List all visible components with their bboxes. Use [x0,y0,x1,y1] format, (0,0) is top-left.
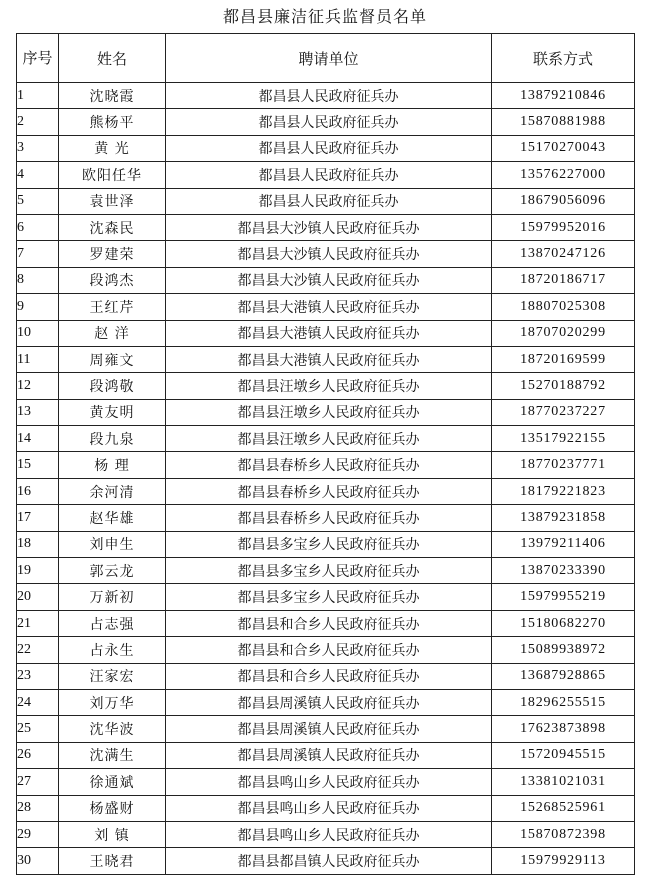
hiring-unit-cell: 都昌县周溪镇人民政府征兵办 [166,742,492,768]
hiring-unit-cell: 都昌县周溪镇人民政府征兵办 [166,689,492,715]
table-row [17,162,635,188]
hiring-unit-cell: 都昌县大沙镇人民政府征兵办 [166,214,492,240]
page-title: 都昌县廉洁征兵监督员名单 [222,7,427,26]
name-cell: 周雍文 [59,346,166,372]
phone-cell: 17623873898 [492,716,635,742]
hiring-unit-cell: 都昌县人民政府征兵办 [166,188,492,214]
hiring-unit-cell: 都昌县周溪镇人民政府征兵办 [166,716,492,742]
serial-number-cell: 24 [17,689,59,715]
serial-number-cell: 15 [17,452,59,478]
name-cell: 欧阳任华 [59,162,166,188]
serial-number-cell: 2 [17,109,59,135]
name-cell: 罗建荣 [59,241,166,267]
table-row [17,558,635,584]
serial-number-cell: 12 [17,373,59,399]
name-cell: 王红芹 [59,294,166,320]
phone-cell: 18807025308 [492,294,635,320]
serial-number-cell: 21 [17,610,59,636]
serial-number-cell: 25 [17,716,59,742]
name-cell: 沈森民 [59,214,166,240]
table-row [17,214,635,240]
phone-cell: 18179221823 [492,478,635,504]
phone-cell: 13870247126 [492,241,635,267]
name-cell: 沈晓霞 [59,83,166,109]
name-cell: 刘 镇 [59,821,166,847]
name-cell: 黄 光 [59,135,166,161]
name-cell: 段九泉 [59,426,166,452]
name-cell: 王晓君 [59,848,166,874]
phone-cell: 15979955219 [492,584,635,610]
phone-cell: 18770237771 [492,452,635,478]
serial-number-cell: 1 [17,83,59,109]
header-name: 姓名 [59,34,166,83]
phone-cell: 15979929113 [492,848,635,874]
name-cell: 占永生 [59,637,166,663]
header-hiring-unit: 聘请单位 [166,34,492,83]
phone-cell: 15979952016 [492,214,635,240]
phone-cell: 15170270043 [492,135,635,161]
table-row [17,452,635,478]
serial-number-cell: 13 [17,399,59,425]
table-row [17,769,635,795]
phone-cell: 18679056096 [492,188,635,214]
hiring-unit-cell: 都昌县春桥乡人民政府征兵办 [166,452,492,478]
phone-cell: 13381021031 [492,769,635,795]
phone-cell: 15180682270 [492,610,635,636]
serial-number-cell: 10 [17,320,59,346]
table-row [17,346,635,372]
table-row [17,241,635,267]
name-cell: 段鸿敬 [59,373,166,399]
name-cell: 赵华雄 [59,505,166,531]
phone-cell: 18707020299 [492,320,635,346]
serial-number-cell: 22 [17,637,59,663]
phone-cell: 18296255515 [492,689,635,715]
name-cell: 郭云龙 [59,558,166,584]
header-serial-number-label: 序号 [22,48,53,67]
name-cell: 杨 理 [59,452,166,478]
name-cell: 占志强 [59,610,166,636]
serial-number-cell: 28 [17,795,59,821]
serial-number-cell: 6 [17,214,59,240]
serial-number-cell: 9 [17,294,59,320]
table-row [17,135,635,161]
name-cell: 刘申生 [59,531,166,557]
serial-number-cell: 23 [17,663,59,689]
hiring-unit-cell: 都昌县大沙镇人民政府征兵办 [166,241,492,267]
serial-number-cell: 30 [17,848,59,874]
table-row [17,426,635,452]
phone-cell: 15870872398 [492,821,635,847]
table-row [17,505,635,531]
serial-number-cell: 11 [17,346,59,372]
table-row [17,716,635,742]
phone-cell: 18720186717 [492,267,635,293]
name-cell: 刘万华 [59,689,166,715]
name-cell: 余河清 [59,478,166,504]
hiring-unit-cell: 都昌县人民政府征兵办 [166,83,492,109]
hiring-unit-cell: 都昌县和合乡人民政府征兵办 [166,637,492,663]
hiring-unit-cell: 都昌县多宝乡人民政府征兵办 [166,584,492,610]
phone-cell: 13517922155 [492,426,635,452]
serial-number-cell: 26 [17,742,59,768]
hiring-unit-cell: 都昌县和合乡人民政府征兵办 [166,663,492,689]
hiring-unit-cell: 都昌县春桥乡人民政府征兵办 [166,505,492,531]
table-row [17,399,635,425]
hiring-unit-cell: 都昌县鸣山乡人民政府征兵办 [166,769,492,795]
name-cell: 沈满生 [59,742,166,768]
name-cell: 汪家宏 [59,663,166,689]
table-row [17,584,635,610]
table-header-row [17,34,635,83]
serial-number-cell: 4 [17,162,59,188]
name-cell: 沈华波 [59,716,166,742]
hiring-unit-cell: 都昌县春桥乡人民政府征兵办 [166,478,492,504]
supervisor-table [16,33,635,875]
phone-cell: 15089938972 [492,637,635,663]
phone-cell: 13979211406 [492,531,635,557]
phone-cell: 15870881988 [492,109,635,135]
hiring-unit-cell: 都昌县人民政府征兵办 [166,109,492,135]
hiring-unit-cell: 都昌县多宝乡人民政府征兵办 [166,531,492,557]
table-row [17,373,635,399]
name-cell: 熊杨平 [59,109,166,135]
table-body [17,83,635,875]
table-row [17,663,635,689]
phone-cell: 15268525961 [492,795,635,821]
header-serial-number [17,34,59,83]
table-row [17,267,635,293]
serial-number-cell: 27 [17,769,59,795]
name-cell: 万新初 [59,584,166,610]
serial-number-cell: 20 [17,584,59,610]
hiring-unit-cell: 都昌县都昌镇人民政府征兵办 [166,848,492,874]
table-row [17,83,635,109]
name-cell: 黄友明 [59,399,166,425]
hiring-unit-cell: 都昌县汪墩乡人民政府征兵办 [166,426,492,452]
table-row [17,821,635,847]
name-cell: 袁世泽 [59,188,166,214]
serial-number-cell: 7 [17,241,59,267]
hiring-unit-cell: 都昌县人民政府征兵办 [166,135,492,161]
table-row [17,188,635,214]
table-row [17,610,635,636]
table-row [17,531,635,557]
serial-number-cell: 5 [17,188,59,214]
serial-number-cell: 14 [17,426,59,452]
table-row [17,109,635,135]
phone-cell: 18770237227 [492,399,635,425]
name-cell: 杨盛财 [59,795,166,821]
table-row [17,848,635,874]
phone-cell: 13879210846 [492,83,635,109]
serial-number-cell: 19 [17,558,59,584]
hiring-unit-cell: 都昌县大港镇人民政府征兵办 [166,320,492,346]
table-row [17,294,635,320]
hiring-unit-cell: 都昌县大港镇人民政府征兵办 [166,346,492,372]
hiring-unit-cell: 都昌县大港镇人民政府征兵办 [166,294,492,320]
table-row [17,478,635,504]
phone-cell: 18720169599 [492,346,635,372]
table-row [17,795,635,821]
table-row [17,637,635,663]
phone-cell: 15270188792 [492,373,635,399]
serial-number-cell: 8 [17,267,59,293]
serial-number-cell: 3 [17,135,59,161]
name-cell: 段鸿杰 [59,267,166,293]
header-contact: 联系方式 [492,34,635,83]
hiring-unit-cell: 都昌县汪墩乡人民政府征兵办 [166,399,492,425]
hiring-unit-cell: 都昌县多宝乡人民政府征兵办 [166,558,492,584]
table-row [17,320,635,346]
name-cell: 徐通斌 [59,769,166,795]
serial-number-cell: 16 [17,478,59,504]
phone-cell: 13879231858 [492,505,635,531]
hiring-unit-cell: 都昌县鸣山乡人民政府征兵办 [166,821,492,847]
phone-cell: 13687928865 [492,663,635,689]
table-row [17,689,635,715]
hiring-unit-cell: 都昌县汪墩乡人民政府征兵办 [166,373,492,399]
serial-number-cell: 18 [17,531,59,557]
name-cell: 赵 洋 [59,320,166,346]
hiring-unit-cell: 都昌县鸣山乡人民政府征兵办 [166,795,492,821]
phone-cell: 13576227000 [492,162,635,188]
hiring-unit-cell: 都昌县大沙镇人民政府征兵办 [166,267,492,293]
serial-number-cell: 29 [17,821,59,847]
phone-cell: 13870233390 [492,558,635,584]
serial-number-cell: 17 [17,505,59,531]
table-row [17,742,635,768]
hiring-unit-cell: 都昌县和合乡人民政府征兵办 [166,610,492,636]
phone-cell: 15720945515 [492,742,635,768]
hiring-unit-cell: 都昌县人民政府征兵办 [166,162,492,188]
